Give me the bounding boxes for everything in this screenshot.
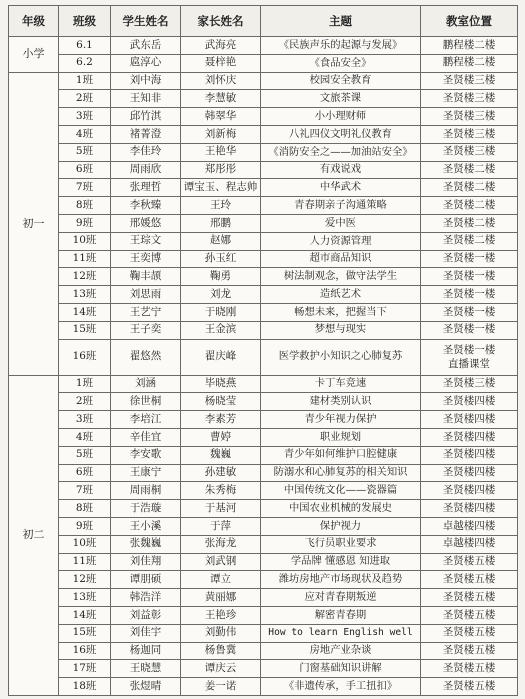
schedule-table xyxy=(8,5,518,696)
class-cell: 1班 xyxy=(59,72,111,90)
parent-name-cell: 鞠勇 xyxy=(181,268,261,286)
table-row xyxy=(9,72,518,90)
table-row xyxy=(9,500,518,518)
parent-name-cell: 赵娜 xyxy=(181,232,261,250)
class-cell: 13班 xyxy=(59,286,111,304)
parent-name-cell: 武海亮 xyxy=(181,37,261,55)
parent-name-cell: 李素芳 xyxy=(181,411,261,429)
location-cell: 圣贤楼三楼 xyxy=(421,125,518,143)
location-line: 直播课堂 xyxy=(448,358,490,371)
class-cell: 14班 xyxy=(59,606,111,624)
class-cell: 9班 xyxy=(59,214,111,232)
table-row xyxy=(9,606,518,624)
student-name-cell: 刘涵 xyxy=(111,375,181,393)
topic-cell: 门窗基础知识讲解 xyxy=(261,660,421,678)
location-cell: 圣贤楼二楼 xyxy=(421,232,518,250)
table-row xyxy=(9,482,518,500)
table-row xyxy=(9,517,518,535)
grade-cell: 小学 xyxy=(9,37,59,73)
location-cell: 圣贤楼五楼 xyxy=(421,642,518,660)
topic-cell: 《食品安全》 xyxy=(261,54,421,72)
parent-name-cell: 郑彤彤 xyxy=(181,161,261,179)
student-name-cell: 杨迦同 xyxy=(111,642,181,660)
class-cell: 10班 xyxy=(59,232,111,250)
student-name-cell: 褚菁澄 xyxy=(111,125,181,143)
location-cell: 圣贤楼五楼 xyxy=(421,678,518,696)
student-name-cell: 李秋臻 xyxy=(111,197,181,215)
parent-name-cell: 韩翠华 xyxy=(181,108,261,126)
student-name-cell: 王小溪 xyxy=(111,517,181,535)
student-name-cell: 刘思雨 xyxy=(111,286,181,304)
topic-cell: 爱中医 xyxy=(261,214,421,232)
class-cell: 7班 xyxy=(59,179,111,197)
table-row xyxy=(9,54,518,72)
topic-cell: 中华武术 xyxy=(261,179,421,197)
topic-cell: 《民族声乐的起源与发展》 xyxy=(261,37,421,55)
class-cell: 8班 xyxy=(59,500,111,518)
student-name-cell: 李安歌 xyxy=(111,446,181,464)
location-cell: 圣贤楼二楼 xyxy=(421,214,518,232)
student-name-cell: 李佳玲 xyxy=(111,143,181,161)
parent-name-cell: 黄丽娜 xyxy=(181,589,261,607)
table-row xyxy=(9,660,518,678)
parent-name-cell: 李慧敏 xyxy=(181,90,261,108)
header-grade: 年级 xyxy=(9,6,59,37)
location-cell: 圣贤楼一楼 xyxy=(421,303,518,321)
student-name-cell: 徐世桐 xyxy=(111,393,181,411)
location-cell: 圣贤楼三楼 xyxy=(421,143,518,161)
class-cell: 6.1 xyxy=(59,37,111,55)
grade-cell: 初二 xyxy=(9,375,59,695)
table-row xyxy=(9,179,518,197)
parent-name-cell: 王艳华 xyxy=(181,143,261,161)
table-row xyxy=(9,446,518,464)
class-cell: 13班 xyxy=(59,589,111,607)
student-name-cell: 武东岳 xyxy=(111,37,181,55)
location-cell: 圣贤楼四楼 xyxy=(421,464,518,482)
table-row xyxy=(9,428,518,446)
parent-name-cell: 曹婷 xyxy=(181,428,261,446)
student-name-cell: 李培江 xyxy=(111,411,181,429)
student-name-cell: 周雨欣 xyxy=(111,161,181,179)
class-cell: 11班 xyxy=(59,250,111,268)
table-row xyxy=(9,339,518,375)
topic-cell: 青春期亲子沟通策略 xyxy=(261,197,421,215)
table-row xyxy=(9,214,518,232)
student-name-cell: 辛佳宜 xyxy=(111,428,181,446)
student-name-cell: 张煜晴 xyxy=(111,678,181,696)
class-cell: 17班 xyxy=(59,660,111,678)
location-cell: 卓越楼四楼 xyxy=(421,517,518,535)
topic-cell: 《非遗传承，手工扭扣》 xyxy=(261,678,421,696)
table-row xyxy=(9,232,518,250)
location-cell: 鹏程楼二楼 xyxy=(421,54,518,72)
topic-cell: 畅想未来，把握当下 xyxy=(261,303,421,321)
parent-name-cell: 于基河 xyxy=(181,500,261,518)
table-row xyxy=(9,37,518,55)
location-cell: 圣贤楼三楼 xyxy=(421,72,518,90)
topic-cell: 医学救护小知识之心肺复苏 xyxy=(261,339,421,375)
class-cell: 6班 xyxy=(59,161,111,179)
parent-name-cell: 张海龙 xyxy=(181,535,261,553)
student-name-cell: 刘益彰 xyxy=(111,606,181,624)
student-name-cell: 韩浩洋 xyxy=(111,589,181,607)
parent-name-cell: 邢鹏 xyxy=(181,214,261,232)
class-cell: 5班 xyxy=(59,446,111,464)
location-cell: 圣贤楼五楼 xyxy=(421,624,518,642)
topic-cell: 青少年视力保护 xyxy=(261,411,421,429)
student-name-cell: 鞠丰颉 xyxy=(111,268,181,286)
location-cell: 圣贤楼二楼 xyxy=(421,161,518,179)
student-name-cell: 王琮文 xyxy=(111,232,181,250)
student-name-cell: 王晓慧 xyxy=(111,660,181,678)
parent-name-cell: 翟庆峰 xyxy=(181,339,261,375)
table-row xyxy=(9,624,518,642)
table-row xyxy=(9,303,518,321)
topic-cell: How to learn English well xyxy=(261,624,421,642)
class-cell: 16班 xyxy=(59,339,111,375)
topic-cell: 建材类别认识 xyxy=(261,393,421,411)
parent-name-cell: 刘龙 xyxy=(181,286,261,304)
class-cell: 12班 xyxy=(59,571,111,589)
table-row xyxy=(9,143,518,161)
student-name-cell: 刘中海 xyxy=(111,72,181,90)
topic-cell: 文旅茶课 xyxy=(261,90,421,108)
student-name-cell: 王康宁 xyxy=(111,464,181,482)
topic-cell: 房地产业杂谈 xyxy=(261,642,421,660)
topic-cell: 职业规划 xyxy=(261,428,421,446)
topic-cell: 校园安全教育 xyxy=(261,72,421,90)
class-cell: 18班 xyxy=(59,678,111,696)
table-row xyxy=(9,108,518,126)
schedule-sheet xyxy=(8,5,517,696)
student-name-cell: 于浩璇 xyxy=(111,500,181,518)
location-cell: 圣贤楼三楼 xyxy=(421,375,518,393)
topic-cell: 应对青春期叛逆 xyxy=(261,589,421,607)
parent-name-cell: 王金滨 xyxy=(181,321,261,339)
parent-name-cell: 刘勤伟 xyxy=(181,624,261,642)
table-header xyxy=(9,6,518,37)
location-cell: 圣贤楼五楼 xyxy=(421,571,518,589)
class-cell: 2班 xyxy=(59,393,111,411)
class-cell: 3班 xyxy=(59,108,111,126)
parent-name-cell: 刘怀庆 xyxy=(181,72,261,90)
table-row xyxy=(9,125,518,143)
class-cell: 10班 xyxy=(59,535,111,553)
location-cell: 圣贤楼二楼 xyxy=(421,179,518,197)
student-name-cell: 周雨桐 xyxy=(111,482,181,500)
location-cell: 鹏程楼二楼 xyxy=(421,37,518,55)
table-row xyxy=(9,411,518,429)
table-row xyxy=(9,553,518,571)
parent-name-cell: 魏巍 xyxy=(181,446,261,464)
parent-name-cell: 孙建敏 xyxy=(181,464,261,482)
topic-cell: 学品牌 懂感恩 知进取 xyxy=(261,553,421,571)
parent-name-cell: 姜一诺 xyxy=(181,678,261,696)
location-cell xyxy=(421,339,518,375)
parent-name-cell: 聂梓艳 xyxy=(181,54,261,72)
location-cell: 圣贤楼一楼 xyxy=(421,321,518,339)
class-cell: 12班 xyxy=(59,268,111,286)
table-row xyxy=(9,535,518,553)
topic-cell: 飞行员职业要求 xyxy=(261,535,421,553)
header-row xyxy=(9,6,518,37)
location-cell: 卓越楼四楼 xyxy=(421,535,518,553)
parent-name-cell: 杨晓莹 xyxy=(181,393,261,411)
location-cell: 圣贤楼三楼 xyxy=(421,108,518,126)
student-name-cell: 王子奕 xyxy=(111,321,181,339)
table-row xyxy=(9,571,518,589)
class-cell: 15班 xyxy=(59,624,111,642)
topic-cell: 潍坊房地产市场现状及趋势 xyxy=(261,571,421,589)
location-cell: 圣贤楼四楼 xyxy=(421,393,518,411)
location-cell: 圣贤楼二楼 xyxy=(421,197,518,215)
student-name-cell: 邱竹淇 xyxy=(111,108,181,126)
class-cell: 1班 xyxy=(59,375,111,393)
location-cell: 圣贤楼一楼 xyxy=(421,250,518,268)
student-name-cell: 王知非 xyxy=(111,90,181,108)
grade-cell: 初一 xyxy=(9,72,59,375)
table-body xyxy=(9,37,518,696)
student-name-cell: 刘佳翔 xyxy=(111,553,181,571)
location-cell: 圣贤楼一楼 xyxy=(421,268,518,286)
header-topic: 主题 xyxy=(261,6,421,37)
location-line: 圣贤楼一楼 xyxy=(442,343,496,356)
class-cell: 7班 xyxy=(59,482,111,500)
topic-cell: 中国农业机械的发展史 xyxy=(261,500,421,518)
parent-name-cell: 于萍 xyxy=(181,517,261,535)
class-cell: 11班 xyxy=(59,553,111,571)
table-row xyxy=(9,464,518,482)
parent-name-cell: 谭庆云 xyxy=(181,660,261,678)
table-row xyxy=(9,197,518,215)
location-cell: 圣贤楼一楼 xyxy=(421,286,518,304)
student-name-cell: 邢媛悠 xyxy=(111,214,181,232)
class-cell: 16班 xyxy=(59,642,111,660)
topic-cell: 有戏说戏 xyxy=(261,161,421,179)
parent-name-cell: 谭立 xyxy=(181,571,261,589)
class-cell: 6.2 xyxy=(59,54,111,72)
parent-name-cell: 孙玉红 xyxy=(181,250,261,268)
table-row xyxy=(9,393,518,411)
class-cell: 3班 xyxy=(59,411,111,429)
student-name-cell: 张理哲 xyxy=(111,179,181,197)
header-class: 班级 xyxy=(59,6,111,37)
table-row xyxy=(9,161,518,179)
location-cell: 圣贤楼五楼 xyxy=(421,589,518,607)
class-cell: 9班 xyxy=(59,517,111,535)
table-row xyxy=(9,268,518,286)
topic-cell: 青少年如何维护口腔健康 xyxy=(261,446,421,464)
parent-name-cell: 刘武钢 xyxy=(181,553,261,571)
table-row xyxy=(9,90,518,108)
location-cell: 圣贤楼四楼 xyxy=(421,482,518,500)
class-cell: 4班 xyxy=(59,125,111,143)
student-name-cell: 王奕博 xyxy=(111,250,181,268)
parent-name-cell: 谭宝玉、程志帅 xyxy=(181,179,261,197)
student-name-cell: 张魏巍 xyxy=(111,535,181,553)
parent-name-cell: 王玲 xyxy=(181,197,261,215)
class-cell: 8班 xyxy=(59,197,111,215)
location-cell: 圣贤楼五楼 xyxy=(421,553,518,571)
topic-cell: 卡丁车竞速 xyxy=(261,375,421,393)
topic-cell: 人力资源管理 xyxy=(261,232,421,250)
class-cell: 5班 xyxy=(59,143,111,161)
table-row xyxy=(9,678,518,696)
topic-cell: 八礼四仪文明礼仪教育 xyxy=(261,125,421,143)
location-cell: 圣贤楼四楼 xyxy=(421,411,518,429)
topic-cell: 造纸艺术 xyxy=(261,286,421,304)
location-cell: 圣贤楼四楼 xyxy=(421,446,518,464)
header-student-name: 学生姓名 xyxy=(111,6,181,37)
location-cell: 圣贤楼四楼 xyxy=(421,500,518,518)
parent-name-cell: 王艳珍 xyxy=(181,606,261,624)
header-classroom-location: 教室位置 xyxy=(421,6,518,37)
table-row xyxy=(9,286,518,304)
table-row xyxy=(9,589,518,607)
student-name-cell: 扈淳心 xyxy=(111,54,181,72)
topic-cell: 小小理财师 xyxy=(261,108,421,126)
topic-cell: 中国传统文化——瓷器篇 xyxy=(261,482,421,500)
parent-name-cell: 毕晓燕 xyxy=(181,375,261,393)
class-cell: 4班 xyxy=(59,428,111,446)
class-cell: 15班 xyxy=(59,321,111,339)
student-name-cell: 王艺宁 xyxy=(111,303,181,321)
parent-name-cell: 于晓刚 xyxy=(181,303,261,321)
student-name-cell: 翟悠然 xyxy=(111,339,181,375)
table-row xyxy=(9,375,518,393)
header-parent-name: 家长姓名 xyxy=(181,6,261,37)
table-row xyxy=(9,642,518,660)
location-cell: 圣贤楼三楼 xyxy=(421,90,518,108)
student-name-cell: 刘佳宇 xyxy=(111,624,181,642)
topic-cell: 《消防安全之——加油站安全》 xyxy=(261,143,421,161)
location-cell: 圣贤楼五楼 xyxy=(421,660,518,678)
topic-cell: 梦想与现实 xyxy=(261,321,421,339)
class-cell: 2班 xyxy=(59,90,111,108)
location-cell: 圣贤楼五楼 xyxy=(421,606,518,624)
table-row xyxy=(9,321,518,339)
parent-name-cell: 刘新梅 xyxy=(181,125,261,143)
parent-name-cell: 杨鲁冀 xyxy=(181,642,261,660)
class-cell: 6班 xyxy=(59,464,111,482)
topic-cell: 树法制观念，做守法学生 xyxy=(261,268,421,286)
topic-cell: 保护视力 xyxy=(261,517,421,535)
student-name-cell: 谭朋硕 xyxy=(111,571,181,589)
topic-cell: 解密青春期 xyxy=(261,606,421,624)
topic-cell: 防溺水和心肺复苏的相关知识 xyxy=(261,464,421,482)
table-row xyxy=(9,250,518,268)
topic-cell: 超市商品知识 xyxy=(261,250,421,268)
location-cell: 圣贤楼四楼 xyxy=(421,428,518,446)
parent-name-cell: 朱秀梅 xyxy=(181,482,261,500)
class-cell: 14班 xyxy=(59,303,111,321)
